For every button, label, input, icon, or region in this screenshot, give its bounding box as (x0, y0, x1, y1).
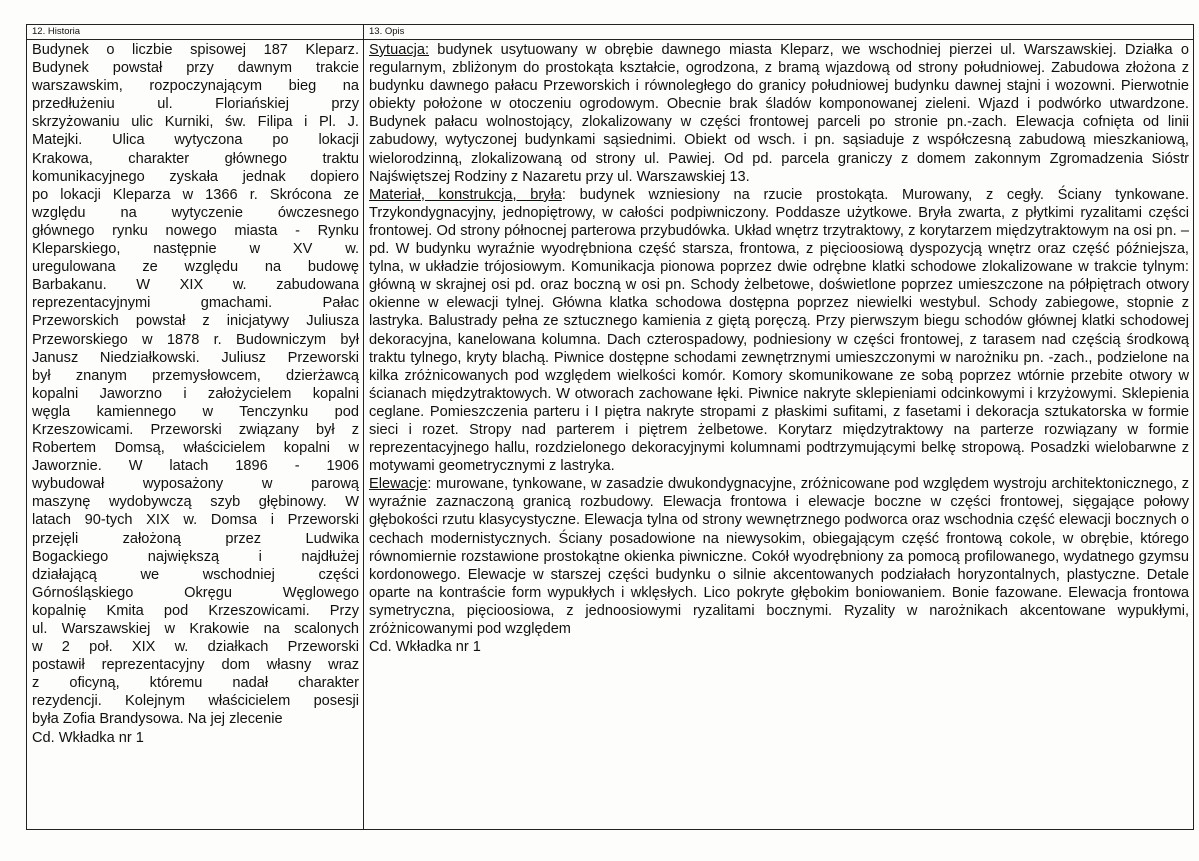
historia-line: głównego rynku nowego miasta - Rynku (32, 222, 359, 239)
historia-line: wybudował wyposażony w parową (32, 476, 359, 493)
historia-line: Matejki. Ulica wytyczona po lokacji (32, 132, 359, 149)
historia-line: reprezentacyjnymi gmachami. Pałac (32, 295, 359, 312)
historia-line: kopalnię Kmita pod Krzeszowicami. Przy (32, 602, 359, 619)
historia-line: ul. Warszawskiej w Krakowie na scalonych (32, 621, 359, 637)
historia-line: Krakowa, charakter głównego traktu (32, 150, 359, 167)
historia-line: z oficyną, któremu nadał charakter (32, 675, 359, 692)
historia-line: działającą we wschodniej części (32, 566, 359, 583)
historia-line: była Zofia Brandysowa. Na jej zlecenie (32, 711, 283, 728)
historia-line: Bogackiego największą i najdłużej (32, 548, 359, 565)
historia-line: latach 90-tych XIX w. Domsa i Przeworski (32, 512, 359, 529)
elewacje-label: Elewacje (369, 476, 428, 493)
historia-line: kopalni Jaworzno i założycielem kopalni (32, 385, 359, 402)
historia-line: uregulowana ze względu na budowę (32, 259, 359, 276)
historia-line: Janusz Niedziałkowski. Juliusz Przeworski (32, 349, 359, 366)
sytuacja-text: budynek usytuowany w obrębie dawnego miasta Kleparz, we wschodniej pierzei ul. Warszawskiej. Działka o regularnym, zbliżonym do prostokąta kształcie, ogrodzona, z bramą wjazdową od strony południowej. Zabudowa złożona z budynku dawnego pałacu Przeworskich i równoległego do granicy południowej budynku dawnej stajni i wozowni. Pierwotnie obiekty położone w otoczeniu ogrodowym. Obecnie brak śladów komponowanej zieleni. Wjazd i podwórko utwardzone. Budynek pałacu wolnostojący, zlokalizowany w części frontowej parceli po stronie pn.-zach. Elewacja cofnięta od linii zabudowy, wytyczonej budynkami sąsiednimi. Obiekt od wsch. i pn. sąsiaduje z współczesną zabudową mieszkaniową, wielorodzinną, zlokalizowaną od strony ul. Pawiej. Od pd. parcela graniczy z domem zakonnym Zgromadzenia Sióstr Najświętszej Rodziny z Nazaretu przy ul. Warszawskiej 13. (369, 42, 1189, 185)
opis-continuation: Cd. Wkładka nr 1 (369, 639, 481, 656)
historia-line: po lokacji Kleparza w 1366 r. Skrócona ze (32, 186, 359, 203)
historia-line: maszynę wydobywczą szyb głębinowy. W (32, 494, 359, 511)
historia-line: Przeworskich powstał z inicjatywy Juliusza (32, 313, 359, 330)
historia-line: Budynek powstał przy dawnym trakcie (32, 60, 359, 77)
opis-column (364, 25, 1193, 829)
historia-line: węgla kamiennego w Tenczynku pod (32, 403, 359, 420)
elewacje-paragraph (369, 475, 1189, 638)
historia-line: Budynek o liczbie spisowej 187 Kleparz. (32, 42, 359, 58)
historia-line: postawił reprezentacyjny dom własny wraz (32, 657, 359, 674)
sytuacja-paragraph (369, 41, 1189, 186)
historia-line: względu na wytyczenie ówczesnego (32, 204, 359, 221)
historia-line: Kleparskiego, następnie w XV w. (32, 241, 359, 258)
material-text: : budynek wzniesiony na rzucie prostokąta. Murowany, z cegły. Ściany tynkowane. Trzykondygnacyjny, jednopiętrowy, w całości podpiwniczony. Poddasze użytkowe. Bryła zwarta, z płytkimi ryzalitami części frontowej. Od strony północnej parterowa przybudówka. Układ wnętrz trzytraktowy, z korytarzem międzytraktowym na osi pn. –pd. W budynku wyraźnie wyodrębniona część starsza, frontowa, z pięcioosiową dyspozycją wnętrz oraz część późniejsza, tylna, w układzie trójosiowym. Komunikacja pionowa poprzez dwie odrębne klatki schodowe zlokalizowane w trakcie tylnym: główną w skrajnej osi pd. oraz boczną w osi pn. Schody żelbetowe, doświetlone poprzez umieszczone na półpiętrach otwory okienne w elewacji tylnej. Główna klatka schodowa dostępna poprzez niewielki westybul. Schody zabiegowe, stopnie z lastryka. Balustrady pełna ze sztucznego kamienia z giętą poręczą. Przy pierwszym biegu schodów głównej klatki schodowej dekoracyjna, kanelowana kolumna. Dach czterospadowy, podniesiony w części frontowej, z tarasem nad częścią środkową traktu tylnego, kryty blachą. Piwnice dostępne schodami zewnętrznymi umieszczonymi w narożniku pn. -zach., podzielone na kilka zróżnicowanych pod względem wielkości komór. Komory skomunikowane ze sobą poprzez wtórnie przebite otwory w ścianach międzytraktowych. W otworach zachowane łęki. Piwnice nakryte sklepieniami odcinkowymi i krzyżowymi. Sklepienia ceglane. Pomieszczenia parteru i I piętra nakryte stropami z płaskimi sufitami, z fasetami i dekoracja sztukatorska w formie sieci i rozet. Stropy nad parterem i piętrem żelbetowe. Korytarz międzytraktowy na parterze rozwiązany w formie reprezentacyjnego hallu, rozdzielonego dekoracyjnymi kolumnami podtrzymującymi belkę stropową. Posadzki wielobarwne z motywami geometrycznymi z lastryka. (369, 186, 1189, 475)
historia-line: przedłużeniu ul. Floriańskiej przy (32, 96, 359, 113)
record-card (26, 24, 1194, 830)
sytuacja-label: Sytuacja: (369, 42, 430, 58)
historia-line: był znanym przemysłowcem, dzierżawcą (32, 367, 359, 384)
historia-line: przejęli założoną przez Ludwika (32, 530, 359, 547)
opis-text (364, 40, 1193, 656)
opis-header: 13. Opis (364, 25, 1193, 40)
historia-line: w 2 poł. XIX w. działkach Przeworski (32, 639, 359, 656)
historia-line: Robertem Domsą, właścicielem kopalni w (32, 440, 359, 457)
historia-header: 12. Historia (27, 25, 363, 40)
historia-column (27, 25, 364, 829)
historia-line: Górnośląskiego Okręgu Węglowego (32, 584, 359, 601)
historia-line: skrzyżowaniu ulic Kurniki, św. Filipa i Pl. J. (32, 114, 359, 131)
historia-line: Krzeszowicami. Przeworski związany był z (32, 421, 359, 438)
material-label: Materiał, konstrukcja, bryła (369, 186, 562, 203)
historia-line: Barbakanu. W XIX w. zabudowana (32, 277, 359, 294)
historia-continuation: Cd. Wkładka nr 1 (32, 729, 144, 746)
historia-line: Jaworznie. W latach 1896 - 1906 (32, 458, 359, 475)
historia-line: warszawskim, rozpoczynającym bieg na (32, 78, 359, 95)
historia-text (27, 40, 363, 747)
material-paragraph (369, 186, 1189, 476)
historia-line: rezydencji. Kolejnym właścicielem posesji (32, 693, 359, 710)
historia-line: Przeworskiego w 1878 r. Budowniczym był (32, 331, 359, 348)
historia-line: komunikacyjnego zyskała jednak dopiero (32, 168, 359, 185)
elewacje-text: : murowane, tynkowane, w zasadzie dwukondygnacyjne, zróżnicowane pod względem wystroju architektonicznego, z wyraźnie zaznaczoną granicą rozbudowy. Elewacja frontowa i elewacje boczne w części frontowej, sięgające połowy głębokości rzutu klasycystyczne. Elewacja tylna od strony wewnętrznego podworca oraz wschodnia część elewacji bocznych o cechach modernistycznych. Ściany posadowione na niewysokim, obiegającym część frontową cokole, w obrębie, którego równomiernie rozstawione prostokątne okienka piwniczne. Cokół wyodrębniony za pomocą profilowanego, wydatnego gzymsu kordonowego. Elewacje w starszej części budynku o silnie akcentowanych podziałach horyzontalnych, plastyczne. Detale oparte na kontraście form wypukłych i wklęsłych. Lico pokryte głębokim boniowaniem. Bonie fazowane. Elewacja frontowa symetryczna, pięcioosiowa, z jednoosiowymi ryzalitami bocznymi. Ryzality w narożnikach akcentowane wypukłymi, zróżnicowanymi pod względem (369, 476, 1189, 637)
